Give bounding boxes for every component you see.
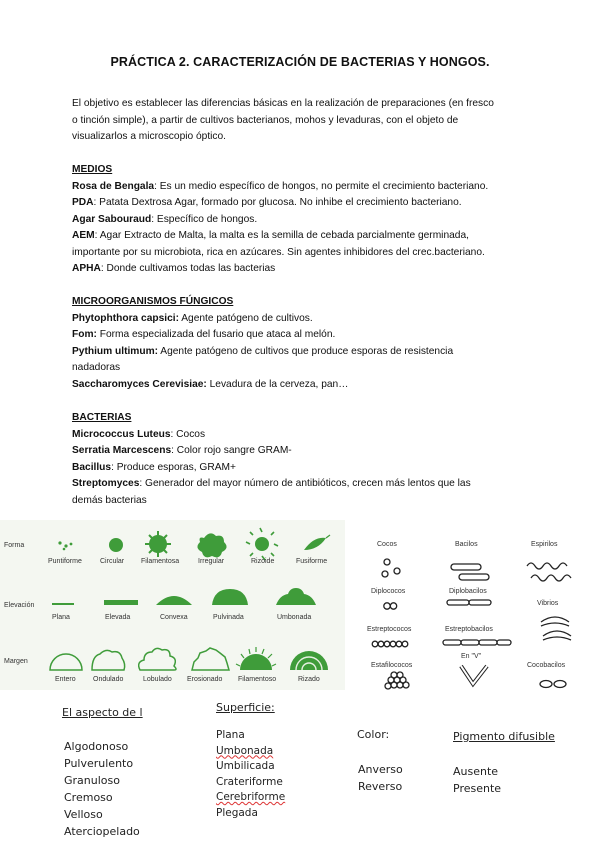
label-vibrios: Vibrios — [537, 600, 559, 607]
diplobacilos-shape — [447, 600, 491, 605]
list-item: Cerebriforme — [216, 791, 286, 803]
label-erosionado: Erosionado — [187, 676, 223, 683]
medios-heading: MEDIOS — [72, 164, 113, 175]
list-item: Plegada — [216, 806, 258, 819]
label-diplococos: Diplococos — [371, 588, 406, 595]
list-item: Ausente — [453, 765, 499, 778]
label-filamentosa: Filamentosa — [141, 558, 180, 565]
label-fusiforme: Fusiforme — [296, 558, 328, 565]
label-estreptobacilos: Estreptobacilos — [445, 626, 493, 633]
page-title: PRÁCTICA 2. CARACTERIZACIÓN DE BACTERIAS Y HONGOS. — [110, 55, 490, 69]
list-item: Rosa de Bengala: Es un medio específico de hongos, no permite el crecimiento bacteriano. — [72, 180, 489, 192]
label-bacilos: Bacilos — [455, 541, 478, 548]
list-item: demás bacterias — [72, 494, 147, 506]
list-item: Fom: Forma especializada del fusario que ataca al melón. — [72, 329, 336, 340]
en-v-shape — [461, 666, 487, 684]
estreptococos-shape — [372, 641, 408, 647]
row-label-elevacion: Elevación — [4, 602, 35, 609]
list-item: Agar Sabouraud: Específico de hongos. — [72, 213, 258, 225]
filamentosa-shape — [145, 531, 171, 557]
list-item: Anverso — [358, 763, 403, 776]
lobulado-shape — [139, 648, 176, 670]
label-ondulado: Ondulado — [93, 676, 124, 683]
label-estreptococos: Estreptococos — [367, 626, 412, 633]
label-elevada: Elevada — [105, 614, 131, 621]
label-cocobacilos: Cocobacilos — [527, 662, 566, 669]
color-heading: Color: — [357, 728, 390, 741]
circular-shape — [109, 538, 123, 552]
label-lobulado: Lobulado — [143, 676, 172, 683]
objective-line: visualizarlos a microscopio óptico. — [72, 131, 227, 142]
list-item: importante por su microbiota, rica en azúcares. Sin agentes inhibidores del crec.bacteriano. — [72, 246, 485, 258]
list-item: Pythium ultimum: Agente patógeno de cultivos que produce esporas de resistencia — [72, 345, 454, 357]
irregular-shape — [197, 533, 226, 557]
puntiforme-shape — [58, 541, 72, 550]
label-en-v: En "V" — [461, 653, 482, 660]
objective-line: El objetivo es establecer las diferencias básicas en la realización de preparaciones (en fresco — [72, 98, 494, 109]
color-list — [358, 761, 403, 795]
bacilos-shape — [451, 564, 489, 580]
estafilococos-shape — [385, 672, 409, 689]
fungicos-section — [72, 294, 453, 393]
vibrios-shape — [541, 617, 571, 640]
label-filamentoso: Filamentoso — [238, 676, 277, 683]
plana-shape — [52, 603, 74, 605]
label-umbonada: Umbonada — [277, 614, 312, 621]
erosionado-shape — [192, 648, 229, 670]
list-item: nadadoras — [72, 362, 121, 373]
label-rizado: Rizado — [298, 676, 320, 683]
cocobacilos-shape — [540, 681, 566, 688]
fusiforme-shape — [304, 535, 330, 550]
list-item: Plana — [216, 729, 245, 741]
espirilos-shape — [527, 563, 571, 581]
list-item: Algodonoso — [64, 740, 129, 753]
label-plana: Plana — [52, 614, 70, 621]
list-item: Granuloso — [64, 774, 120, 787]
list-item: Bacillus: Produce esporas, GRAM+ — [72, 461, 236, 473]
aspecto-heading: El aspecto de l — [62, 706, 143, 719]
rizoide-shape — [246, 528, 278, 560]
list-item: Umbilicada — [216, 760, 275, 772]
list-item: Serratia Marcescens: Color rojo sangre GRAM- — [72, 445, 292, 456]
cocos-shape — [382, 559, 400, 577]
filamentoso-shape — [236, 647, 276, 670]
list-item: PDA: Patata Dextrosa Agar, formado por glucosa. No inhibe el crecimiento bacteriano. — [72, 197, 462, 208]
label-espirilos: Espirilos — [531, 541, 558, 548]
bacteria-shapes-svg — [355, 536, 595, 696]
colony-morphology-figure — [0, 520, 345, 690]
diplococos-shape — [384, 603, 397, 609]
row-label-forma: Forma — [4, 542, 25, 549]
pigmento-list — [453, 763, 501, 797]
fungicos-heading: MICROORGANISMOS FÚNGICOS — [72, 296, 234, 307]
ondulado-shape — [92, 650, 125, 670]
label-estafilococos: Estafilococos — [371, 662, 413, 669]
list-item: AEM: Agar Extracto de Malta, la malta es la semilla de cebada parcialmente germinada, — [72, 230, 469, 241]
objective-line: o tinción simple), a partir de cultivos bacterianos, mohos y levaduras, con el objeto de — [72, 114, 459, 126]
label-circular: Circular — [100, 558, 125, 565]
aspecto-list — [64, 738, 140, 840]
list-item: Cremoso — [64, 791, 113, 804]
elevada-shape — [104, 600, 138, 605]
label-rizoide: Rizoide — [251, 558, 275, 565]
pigmento-heading: Pigmento difusible — [453, 730, 555, 743]
umbonada-shape — [276, 588, 316, 605]
row-label-margen: Margen — [4, 658, 28, 665]
estreptobacilos-shape — [443, 640, 511, 645]
list-item: Phytophthora capsici: Agente patógeno de cultivos. — [72, 312, 313, 324]
label-irregular: Irregular — [198, 558, 225, 565]
objective-paragraph — [72, 96, 494, 146]
list-item: Crateriforme — [216, 775, 283, 788]
list-item: Saccharomyces Cerevisiae: Levadura de la cerveza, pan… — [72, 378, 349, 390]
label-puntiforme: Puntiforme — [48, 558, 82, 565]
rizado-shape — [290, 651, 328, 670]
label-cocos: Cocos — [377, 541, 397, 548]
list-item: Presente — [453, 782, 502, 795]
superficie-list — [216, 728, 285, 821]
colony-shapes-svg — [0, 520, 345, 690]
medios-section — [72, 162, 488, 278]
list-item: Umbonada — [216, 744, 274, 757]
pulvinada-shape — [212, 589, 248, 605]
list-item: Reverso — [358, 780, 403, 793]
entero-shape — [50, 654, 82, 670]
convexa-shape — [156, 596, 192, 605]
label-diplobacilos: Diplobacilos — [449, 588, 487, 595]
label-convexa: Convexa — [160, 614, 188, 621]
bacterias-section — [72, 410, 471, 509]
list-item: Velloso — [64, 808, 103, 821]
label-pulvinada: Pulvinada — [213, 614, 244, 621]
superficie-heading: Superficie: — [216, 701, 275, 714]
bacterial-shapes-figure — [355, 536, 595, 696]
bacterias-heading: BACTERIAS — [72, 412, 132, 423]
list-item: Pulverulento — [64, 757, 134, 770]
label-entero: Entero — [55, 676, 76, 683]
list-item: APHA: Donde cultivamos todas las bacterias — [72, 263, 276, 274]
list-item: Micrococcus Luteus: Cocos — [72, 428, 206, 440]
list-item: Streptomyces: Generador del mayor número de antibióticos, crecen más lentos que las — [72, 478, 471, 489]
list-item: Aterciopelado — [64, 825, 140, 838]
